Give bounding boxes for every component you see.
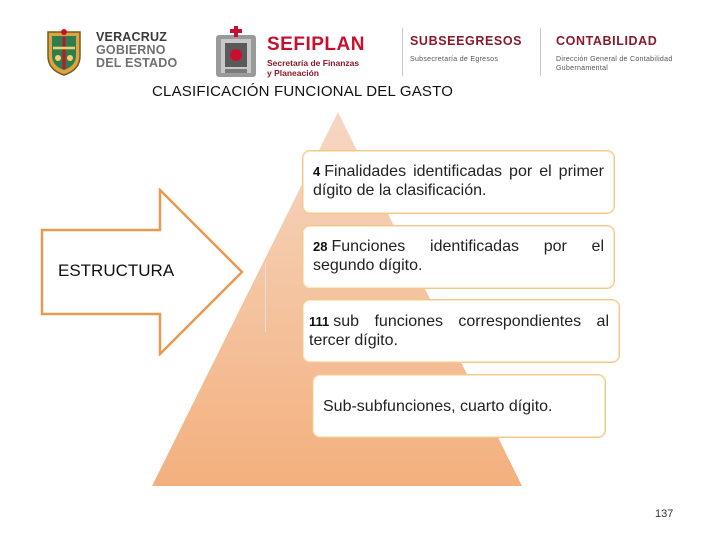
level-number: 28 <box>313 239 328 254</box>
contabilidad-logo <box>556 34 673 73</box>
sefiplan-subtitle <box>267 58 359 78</box>
level-text: Sub-subfunciones, cuarto dígito. <box>323 398 553 415</box>
contabilidad-title: CONTABILIDAD <box>556 34 658 48</box>
level-box-1 <box>302 150 615 214</box>
subseegresos-logo <box>410 34 522 64</box>
contabilidad-subtitle-1: Dirección General de Contabilidad <box>556 56 673 63</box>
connector-line <box>265 262 266 332</box>
arrow-label: ESTRUCTURA <box>58 261 175 280</box>
level-box-3 <box>302 299 620 363</box>
header-divider <box>402 28 403 76</box>
subseegresos-title: SUBSEEGRESOS <box>410 34 523 48</box>
sefiplan-emblem-icon <box>213 25 259 79</box>
sefiplan-title: SEFIPLAN <box>267 34 365 55</box>
level-text: sub funciones correspondientes al tercer dígito. <box>309 313 609 349</box>
diagram-title: CLASIFICACIÓN FUNCIONAL DEL GASTO <box>152 83 454 100</box>
page-number: 137 <box>655 508 674 520</box>
veracruz-shield-icon <box>44 28 84 76</box>
veracruz-wordmark <box>96 31 177 70</box>
level-box-4 <box>312 374 606 438</box>
subseegresos-subtitle: Subsecretaría de Egresos <box>410 56 499 63</box>
level-text: Finalidades identificadas por el primer dígito de la clasificación. <box>313 163 604 199</box>
level-text: Funciones identificadas por el segundo dígito. <box>313 238 604 274</box>
veracruz-line3: DEL ESTADO <box>96 56 178 70</box>
level-number: 111 <box>309 314 330 329</box>
sefiplan-sub-line2: y Planeación <box>267 68 319 78</box>
header-divider <box>540 28 541 76</box>
veracruz-line1: VERACRUZ <box>96 30 168 44</box>
veracruz-line2: GOBIERNO <box>96 43 166 57</box>
veracruz-logo <box>44 26 184 80</box>
contabilidad-subtitle-2: Gubernamental <box>556 65 609 72</box>
sefiplan-logo <box>213 25 388 81</box>
level-number: 4 <box>313 164 321 179</box>
sefiplan-sub-line1: Secretaría de Finanzas <box>267 58 360 68</box>
level-box-2 <box>302 225 615 289</box>
